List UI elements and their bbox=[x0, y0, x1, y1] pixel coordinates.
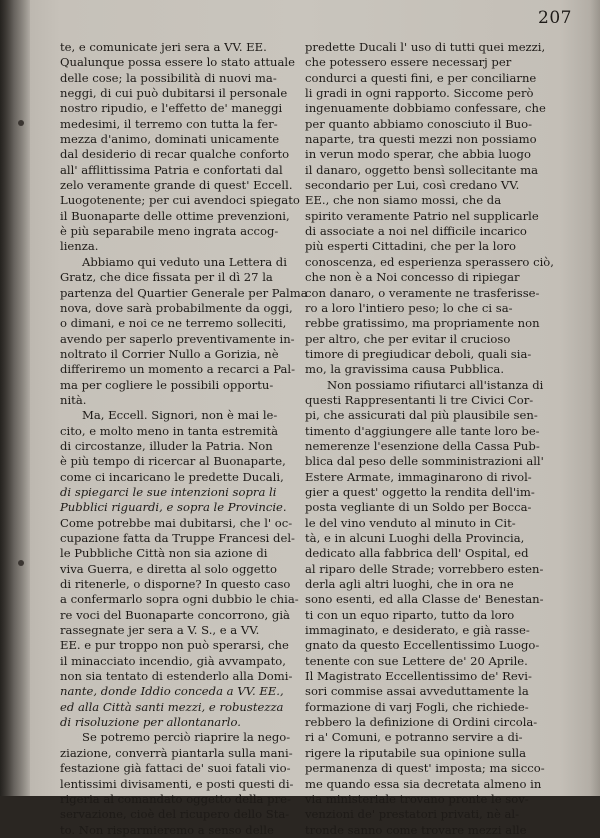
text-line: blica dal peso delle somministrazioni all' bbox=[305, 454, 544, 469]
text-line: ma per cogliere le possibili opportu- bbox=[60, 377, 274, 392]
text-line: lienza. bbox=[60, 239, 99, 254]
text-line: Gratz, che dice fissata per il dì 27 la bbox=[60, 270, 273, 285]
text-line: tronde sanno come trovare mezzi alle bbox=[305, 822, 527, 837]
text-line: di ritenerle, o disporne? In questo caso bbox=[60, 577, 291, 592]
text-line: servazione, cioè del ricupero dello Sta- bbox=[60, 807, 290, 822]
text-line: o dimani, e noi ce ne terremo solleciti, bbox=[60, 316, 287, 331]
text-line: posta vegliante di un Soldo per Bocca- bbox=[305, 500, 532, 515]
text-line: EE. e pur troppo non può sperarsi, che bbox=[60, 638, 289, 653]
text-line: rebbero la definizione di Ordini circola- bbox=[305, 715, 538, 730]
binding-hole bbox=[18, 560, 24, 566]
text-line: Se potremo perciò riaprire la nego- bbox=[82, 730, 291, 745]
text-line: formazione di varj Fogli, che richiede- bbox=[305, 699, 529, 714]
text-line: predette Ducali l' uso di tutti quei mezzi, bbox=[305, 40, 546, 54]
page-number: 207 bbox=[538, 8, 572, 28]
text-line: il Buonaparte delle ottime prevenzioni, bbox=[60, 208, 290, 223]
text-line: tà, e in alcuni Luoghi della Provincia, bbox=[305, 531, 525, 545]
text-line: te, e comunicate jeri sera a VV. EE. bbox=[60, 40, 267, 54]
text-line: rigere la riputabile sua opinione sulla bbox=[305, 745, 527, 760]
text-line: permanenza di quest' imposta; ma sicco- bbox=[305, 761, 545, 776]
text-line: festazione già fattaci de' suoi fatali vio- bbox=[60, 761, 291, 776]
right-text-column bbox=[305, 40, 554, 838]
text-line: Pubblici riguardi, e sopra le Provincie. bbox=[60, 500, 287, 515]
text-line: partenza del Quartier Generale per Palma bbox=[60, 285, 308, 300]
text-line: di associate a noi nel difficile incarico bbox=[305, 224, 527, 239]
text-line: come ci incaricano le predette Ducali, bbox=[60, 469, 284, 484]
text-line: ro a loro l'intiero peso; lo che ci sa- bbox=[305, 300, 513, 315]
text-line: con danaro, o veramente ne trasferisse- bbox=[305, 285, 540, 300]
text-line: timore di pregiudicar deboli, quali sia- bbox=[305, 346, 532, 361]
text-line: di circostanze, illuder la Patria. Non bbox=[60, 438, 273, 453]
text-line: lentissimi divisamenti, e posti questi di- bbox=[60, 776, 294, 791]
text-line: neggi, di cui può dubitarsi il personale bbox=[60, 86, 288, 101]
text-line: a confermarlo sopra ogni dubbio le chia- bbox=[60, 592, 299, 607]
text-line: gier a quest' oggetto la rendita dell'im- bbox=[305, 484, 535, 499]
text-line: all' afflittissima Patria e confortati dal bbox=[60, 162, 283, 177]
text-line: è più separabile meno ingrata accog- bbox=[60, 224, 279, 239]
text-line: le Pubbliche Città non sia azione di bbox=[60, 546, 268, 561]
text-line: più esperti Cittadini, che per la loro bbox=[305, 239, 516, 254]
text-line: pi, che assicurati dal più plausibile sen- bbox=[305, 408, 538, 423]
text-line: cupazione fatta da Truppe Francesi del- bbox=[60, 531, 295, 545]
text-line: EE., che non siamo mossi, che da bbox=[305, 193, 502, 208]
text-line: secondario per Lui, così credano VV. bbox=[305, 178, 520, 193]
text-line: per quanto abbiamo conosciuto il Buo- bbox=[305, 116, 532, 131]
text-line: dedicato alla fabbrica dell' Ospital, ed bbox=[305, 546, 529, 561]
text-line: avendo per saperlo preventivamente in- bbox=[60, 331, 295, 346]
text-line: di risoluzione per allontanarlo. bbox=[60, 715, 241, 730]
text-line: spirito veramente Patrio nel supplicarle bbox=[305, 208, 539, 223]
text-line: re voci del Buonaparte concorrono, già bbox=[60, 607, 290, 622]
text-line: nante, donde Iddio conceda a VV. EE., bbox=[60, 684, 284, 699]
text-line: nemerenze l'esenzione della Cassa Pub- bbox=[305, 438, 540, 453]
text-line: gnato da questo Eccellentissimo Luogo- bbox=[305, 638, 540, 653]
text-line: ti con un equo riparto, tutto da loro bbox=[305, 607, 515, 622]
text-line: timento d'aggiungere alle tante loro be- bbox=[305, 423, 540, 438]
text-line: delle cose; la possibilità di nuovi ma- bbox=[60, 70, 277, 85]
text-line: al riparo delle Strade; vorrebbero esten- bbox=[305, 561, 544, 576]
text-line: il danaro, oggetto bensì sollecitante ma bbox=[305, 162, 539, 177]
text-line: che potessero essere necessarj per bbox=[305, 55, 512, 70]
left-text-column bbox=[60, 40, 308, 838]
text-line: viva Guerra, e diretta al solo oggetto bbox=[60, 561, 277, 576]
text-line: naparte, tra questi mezzi non possiamo bbox=[305, 132, 537, 147]
text-line: di spiegarci le sue intenzioni sopra li bbox=[60, 484, 277, 499]
text-line: to. Non risparmieremo a senso delle bbox=[60, 822, 274, 837]
text-line: questi Rappresentanti li tre Civici Cor- bbox=[305, 392, 534, 407]
text-line: Qualunque possa essere lo stato attuale bbox=[60, 55, 295, 70]
text-line: mezza d'animo, dominati unicamente bbox=[60, 132, 280, 147]
text-line: li gradi in ogni rapporto. Siccome però bbox=[305, 86, 534, 101]
text-line: Abbiamo qui veduto una Lettera di bbox=[82, 254, 287, 269]
text-line: Non possiamo rifiutarci all'istanza di bbox=[327, 377, 544, 392]
text-line: nità. bbox=[60, 392, 87, 407]
text-line: nostro ripudio, e l'effetto de' maneggi bbox=[60, 101, 283, 116]
text-line: mo, la gravissima causa Pubblica. bbox=[305, 362, 505, 377]
text-line: che non è a Noi concesso di ripiegar bbox=[305, 270, 520, 285]
text-line: ingenuamente dobbiamo confessare, che bbox=[305, 101, 546, 116]
text-line: Il Magistrato Eccellentissimo de' Revi- bbox=[305, 669, 532, 684]
page-binding-shadow bbox=[0, 0, 30, 796]
text-line: venzioni de' prestatori privati, nè al- bbox=[305, 807, 520, 822]
text-line: derla agli altri luoghi, che in ora ne bbox=[305, 577, 514, 592]
text-line: in verun modo sperar, che abbia luogo bbox=[305, 147, 531, 162]
text-line: conoscenza, ed esperienza sperassero ciò, bbox=[305, 254, 554, 269]
text-line: Come potrebbe mai dubitarsi, che l' oc- bbox=[60, 515, 293, 530]
text-line: per altro, che per evitar il crucioso bbox=[305, 331, 511, 346]
text-line: sono esenti, ed alla Classe de' Benestan- bbox=[305, 592, 544, 607]
text-line: cito, e molto meno in tanta estremità bbox=[60, 423, 279, 438]
text-line: medesimi, il terremo con tutta la fer- bbox=[60, 116, 278, 131]
text-line: me quando essa sia decretata almeno in bbox=[305, 776, 542, 791]
text-line: non sia tentato di estenderlo alla Domi- bbox=[60, 669, 293, 684]
text-line: sori commise assai avveduttamente la bbox=[305, 684, 529, 699]
text-line: rigeria al comandato oggetto della pre- bbox=[60, 791, 291, 806]
text-line: le del vino venduto al minuto in Cit- bbox=[305, 515, 516, 530]
text-line: rebbe gratissimo, ma propriamente non bbox=[305, 316, 540, 331]
text-line: il minacciato incendio, già avvampato, bbox=[60, 653, 286, 668]
binding-hole bbox=[18, 120, 24, 126]
text-line: nova, dove sarà probabilmente da oggi, bbox=[60, 300, 293, 315]
text-line: Luogotenente; per cui avendoci spiegato bbox=[60, 193, 300, 208]
text-line: noltrato il Corrier Nullo a Gorizia, nè bbox=[60, 346, 279, 361]
text-line: ziazione, converrà piantarla sulla mani- bbox=[60, 745, 293, 760]
text-line: immaginato, e desiderato, e già rasse- bbox=[305, 623, 530, 638]
text-line: ed alla Città santi mezzi, e robustezza bbox=[60, 699, 284, 714]
text-line: condurci a questi fini, e per conciliarne bbox=[305, 70, 537, 85]
text-line: ri a' Comuni, e potranno servire a di- bbox=[305, 730, 523, 745]
text-line: Ma, Eccell. Signori, non è mai le- bbox=[82, 408, 278, 423]
text-line: tenente con sue Lettere de' 20 Aprile. bbox=[305, 653, 528, 668]
text-line: zelo veramente grande di quest' Eccell. bbox=[60, 178, 293, 193]
text-line: rassegnate jer sera a V. S., e a VV. bbox=[60, 623, 260, 638]
text-line: differiremo un momento a recarci a Pal- bbox=[60, 362, 296, 377]
text-line: è più tempo di ricercar al Buonaparte, bbox=[60, 454, 286, 469]
text-line: dal desiderio di recar qualche conforto bbox=[60, 147, 290, 162]
text-line: via ministeriale trovano pronte le sov- bbox=[305, 791, 529, 806]
text-line: Estere Armate, immaginarono di rivol- bbox=[305, 469, 532, 484]
